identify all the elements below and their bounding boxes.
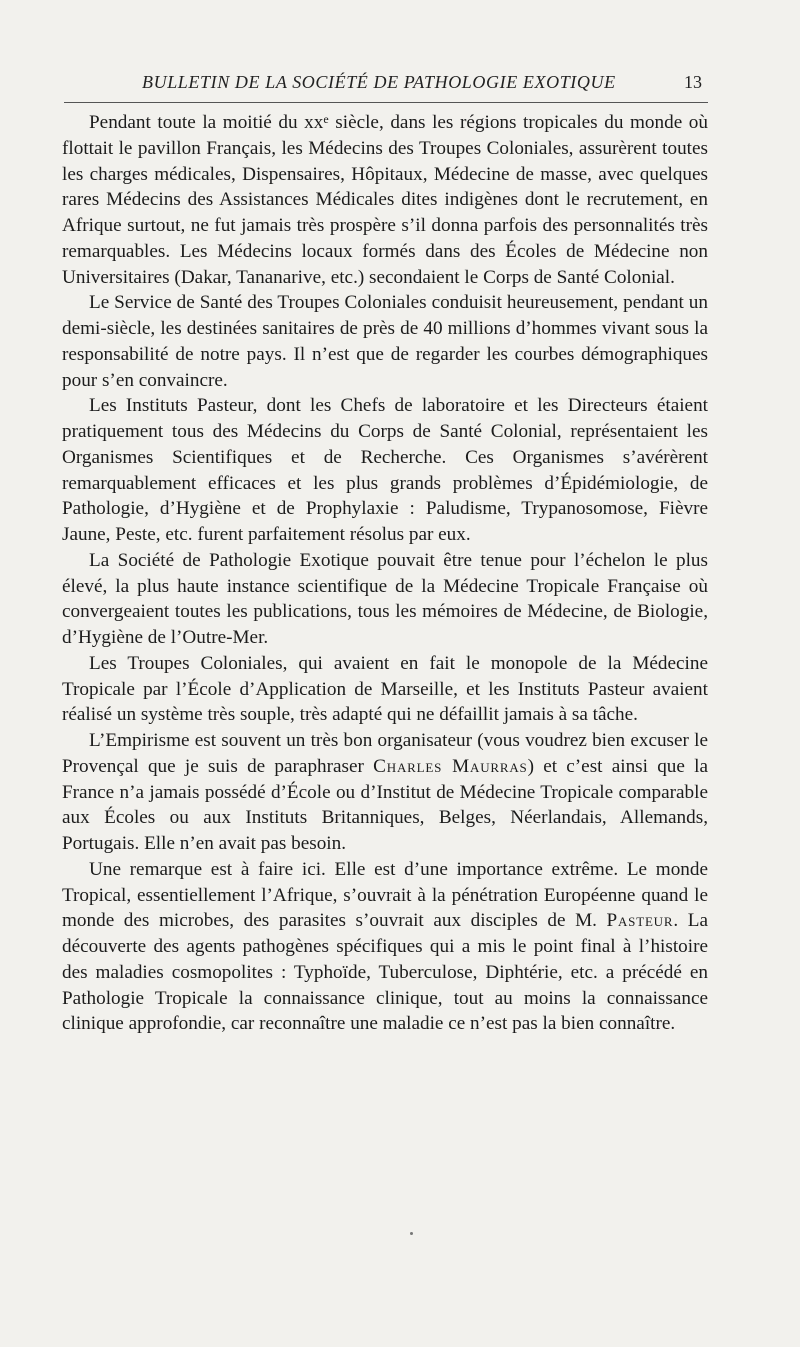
author-name-pasteur: Pasteur bbox=[606, 910, 674, 932]
paragraph-6-text-b: ) et c’est ainsi que la France n’a jamais possédé d’École ou d’Institut de Médecine Tropicale comparable aux Écoles ou aux Instituts Britanniques, Belges, Néerlandais, Allemands, Portugais. Elle n’en avait pas besoin. bbox=[62, 755, 709, 854]
century-superscript: e bbox=[323, 112, 329, 126]
body-text bbox=[62, 110, 708, 1037]
paragraph-1-text-a: Pendant toute la moitié du xx bbox=[89, 112, 324, 133]
paragraph-7 bbox=[62, 857, 708, 1037]
paragraph-5: Les Troupes Coloniales, qui avaient en fait le monopole de la Médecine Tropicale par l’École d’Application de Marseille, et les Instituts Pasteur avaient réalisé un système très souple, très adapté qui ne défaillit jamais à sa tâche. bbox=[62, 652, 708, 726]
paragraph-6-text-a: L’Empirisme est souvent un très bon organisateur (vous voudrez bien excuser le Provençal que je suis de paraphraser bbox=[62, 730, 708, 777]
paragraph-1 bbox=[62, 110, 708, 290]
page-number: 13 bbox=[684, 72, 702, 92]
paragraph-7-text-b: . La découverte des agents pathogènes spécifiques qui a mis le point final à l’histoire des maladies cosmopolites : Typhoïde, Tuberculose, Diphtérie, etc. a précédé en Pathologie Tropicale la connaissance clinique, tout au moins la connaissance clinique approfondie, car reconnaître une maladie ce n’est pas la bien connaître. bbox=[62, 910, 708, 1035]
running-title: BULLETIN DE LA SOCIÉTÉ DE PATHOLOGIE EXOTIQUE bbox=[142, 72, 616, 92]
paragraph-6 bbox=[62, 728, 708, 857]
paragraph-1-text-b: siècle, dans les régions tropicales du monde où flottait le pavillon Français, les Médecins des Troupes Coloniales, assurèrent toutes les charges médicales, Dispensaires, Hôpitaux, Médecine de masse, avec quelques rares Médecins des Assistances Médicales dites indigènes dont le recrutement, en Afrique surtout, ne fut jamais très prospère s’il donna parfois des personnalités très remarquables. Les Médecins locaux formés dans des Écoles de Médecine non Universitaires (Dakar, Tananarive, etc.) secondaient le Corps de Santé Colonial. bbox=[62, 112, 708, 288]
paragraph-2: Le Service de Santé des Troupes Coloniales conduisit heureusement, pendant un demi-siècle, les destinées sanitaires de près de 40 millions d’hommes vivant sous la responsabilité de notre pays. Il n’est que de regarder les courbes démographiques pour s’en convaincre. bbox=[62, 292, 708, 391]
header-rule bbox=[64, 102, 708, 103]
paragraph-7-text-a: Une remarque est à faire ici. Elle est d’une importance extrême. Le monde Tropical, essentiellement l’Afrique, s’ouvrait à la pénétration Européenne quand le monde des microbes, des parasites s’ouvrait aux disciples de M. bbox=[62, 858, 708, 932]
paragraph-4: La Société de Pathologie Exotique pouvait être tenue pour l’échelon le plus élevé, la plus haute instance scientifique de la Médecine Tropicale Française où convergeaient toutes les publications, tous les mémoires de Médecine, de Biologie, d’Hygiène de l’Outre-Mer. bbox=[62, 549, 708, 648]
paragraph-3: Les Instituts Pasteur, dont les Chefs de laboratoire et les Directeurs étaient pratiquement tous des Médecins du Corps de Santé Colonial, représentaient les Organismes Scientifiques et de Recherche. Ces Organismes s’avérèrent remarquablement efficaces et les plus grands problèmes d’Épidémiologie, de Pathologie, d’Hygiène et de Prophylaxie : Paludisme, Trypanosomose, Fièvre Jaune, Peste, etc. furent parfaitement résolus par eux. bbox=[62, 395, 708, 545]
running-header bbox=[64, 72, 708, 100]
print-speck bbox=[410, 1232, 413, 1235]
author-name-maurras: Charles Maurras bbox=[373, 755, 528, 777]
